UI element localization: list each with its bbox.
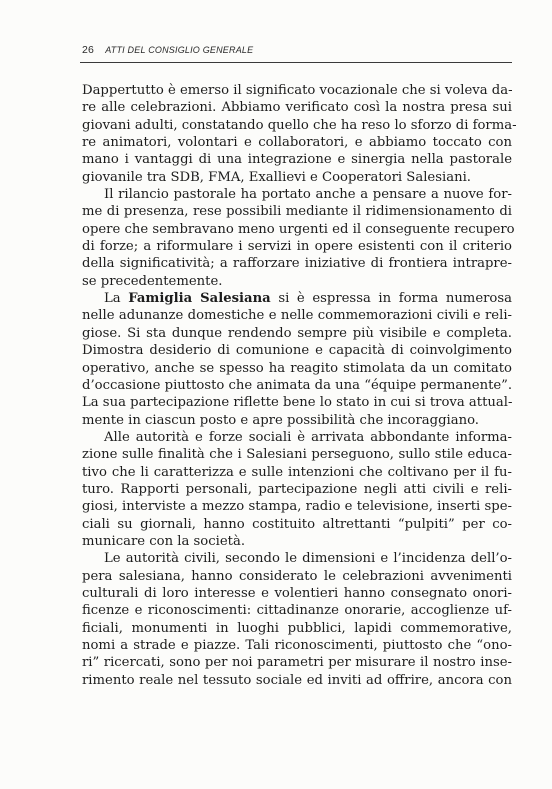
page-number: 26: [82, 44, 95, 56]
text-line: della significatività; a rafforzare iniziative di frontiera intrapre-: [82, 256, 512, 272]
text-line: Dappertutto è emerso il significato vocazionale che si voleva da-: [82, 83, 513, 98]
text-line: Dimostra desiderio di comunione e capacità di coinvolgimento: [82, 343, 512, 359]
text-line: culturali di loro interesse e volentieri hanno consegnato onori-: [82, 585, 512, 601]
text-line: mano i vantaggi di una integrazione e sinergia nella pastorale: [82, 152, 512, 168]
text-line: Le autorità civili, secondo le dimensioni e l’incidenza dell’o-: [104, 551, 512, 567]
text-run: La: [104, 291, 129, 307]
text-line: La sua partecipazione riflette bene lo stato in cui si trova attual-: [82, 395, 513, 411]
text-line: mente in ciascun posto e apre possibilità che incoraggiano.: [82, 412, 479, 428]
bold-phrase: Famiglia Salesiana: [128, 291, 271, 307]
text-line: turo. Rapporti personali, partecipazione negli atti civili e reli-: [82, 481, 512, 497]
text-line: zione sulle finalità che i Salesiani perseguono, sullo stile educa-: [82, 447, 512, 463]
text-line: di forze; a riformulare i servizi in opere esistenti con il criterio: [82, 239, 512, 255]
text-line: d’occasione piuttosto che animata da una “équipe permanente”.: [82, 377, 513, 393]
text-line: [82, 290, 512, 307]
text-line: giovanile tra SDB, FMA, Exallievi e Cooperatori Salesiani.: [82, 169, 471, 185]
text-line: pera salesiana, hanno considerato le celebrazioni avvenimenti: [82, 568, 512, 584]
text-line: operativo, anche se spesso ha reagito stimolata da un comitato: [82, 360, 512, 376]
text-line: nomi a strade e piazze. Tali riconoscimenti, piuttosto che “ono-: [82, 638, 512, 653]
text-line: giovani adulti, constatando quello che ha reso lo sforzo di forma-: [82, 117, 517, 133]
text-line: ciali su giornali, hanno costituito altrettanti “pulpiti” per co-: [82, 516, 512, 532]
text-line: giosi, interviste a mezzo stampa, radio e televisione, inserti spe-: [82, 499, 512, 515]
text-line: rimento reale nel tessuto sociale ed inviti ad offrire, ancora con: [82, 672, 512, 688]
text-run: si è espressa in forma numerosa: [270, 291, 512, 307]
text-line: opere che sembravano meno urgenti ed il conseguente recupero: [82, 221, 515, 237]
text-line: Alle autorità e forze sociali è arrivata abbondante informa-: [104, 429, 512, 445]
text-line: giose. Si sta dunque rendendo sempre più visibile e completa.: [82, 325, 512, 341]
text-line: re animatori, volontari e collaboratori, e abbiamo toccato con: [82, 135, 512, 151]
text-line: ficenze e riconoscimenti: cittadinanze onorarie, accoglienze uf-: [82, 603, 512, 619]
text-line: tivo che li caratterizza e sulle intenzioni che coltivano per il fu-: [82, 464, 512, 480]
text-line: se precedentemente.: [82, 273, 223, 289]
text-line: nelle adunanze domestiche e nelle commemorazioni civili e reli-: [82, 308, 512, 324]
text-line: me di presenza, rese possibili mediante il ridimensionamento di: [82, 204, 512, 220]
running-head-title: ATTI DEL CONSIGLIO GENERALE: [105, 45, 254, 55]
text-line: re alle celebrazioni. Abbiamo verificato così la nostra presa sui: [82, 100, 512, 116]
text-line: ficiali, monumenti in luoghi pubblici, lapidi commemorative,: [82, 620, 512, 636]
header-rule: [80, 62, 512, 63]
text-line: municare con la società.: [82, 533, 246, 549]
running-head: [82, 44, 512, 62]
text-line: ri” ricercati, sono per noi parametri per misurare il nostro inse-: [82, 655, 512, 671]
text-line: Il rilancio pastorale ha portato anche a pensare a nuove for-: [104, 187, 512, 203]
body-text: [82, 82, 517, 689]
